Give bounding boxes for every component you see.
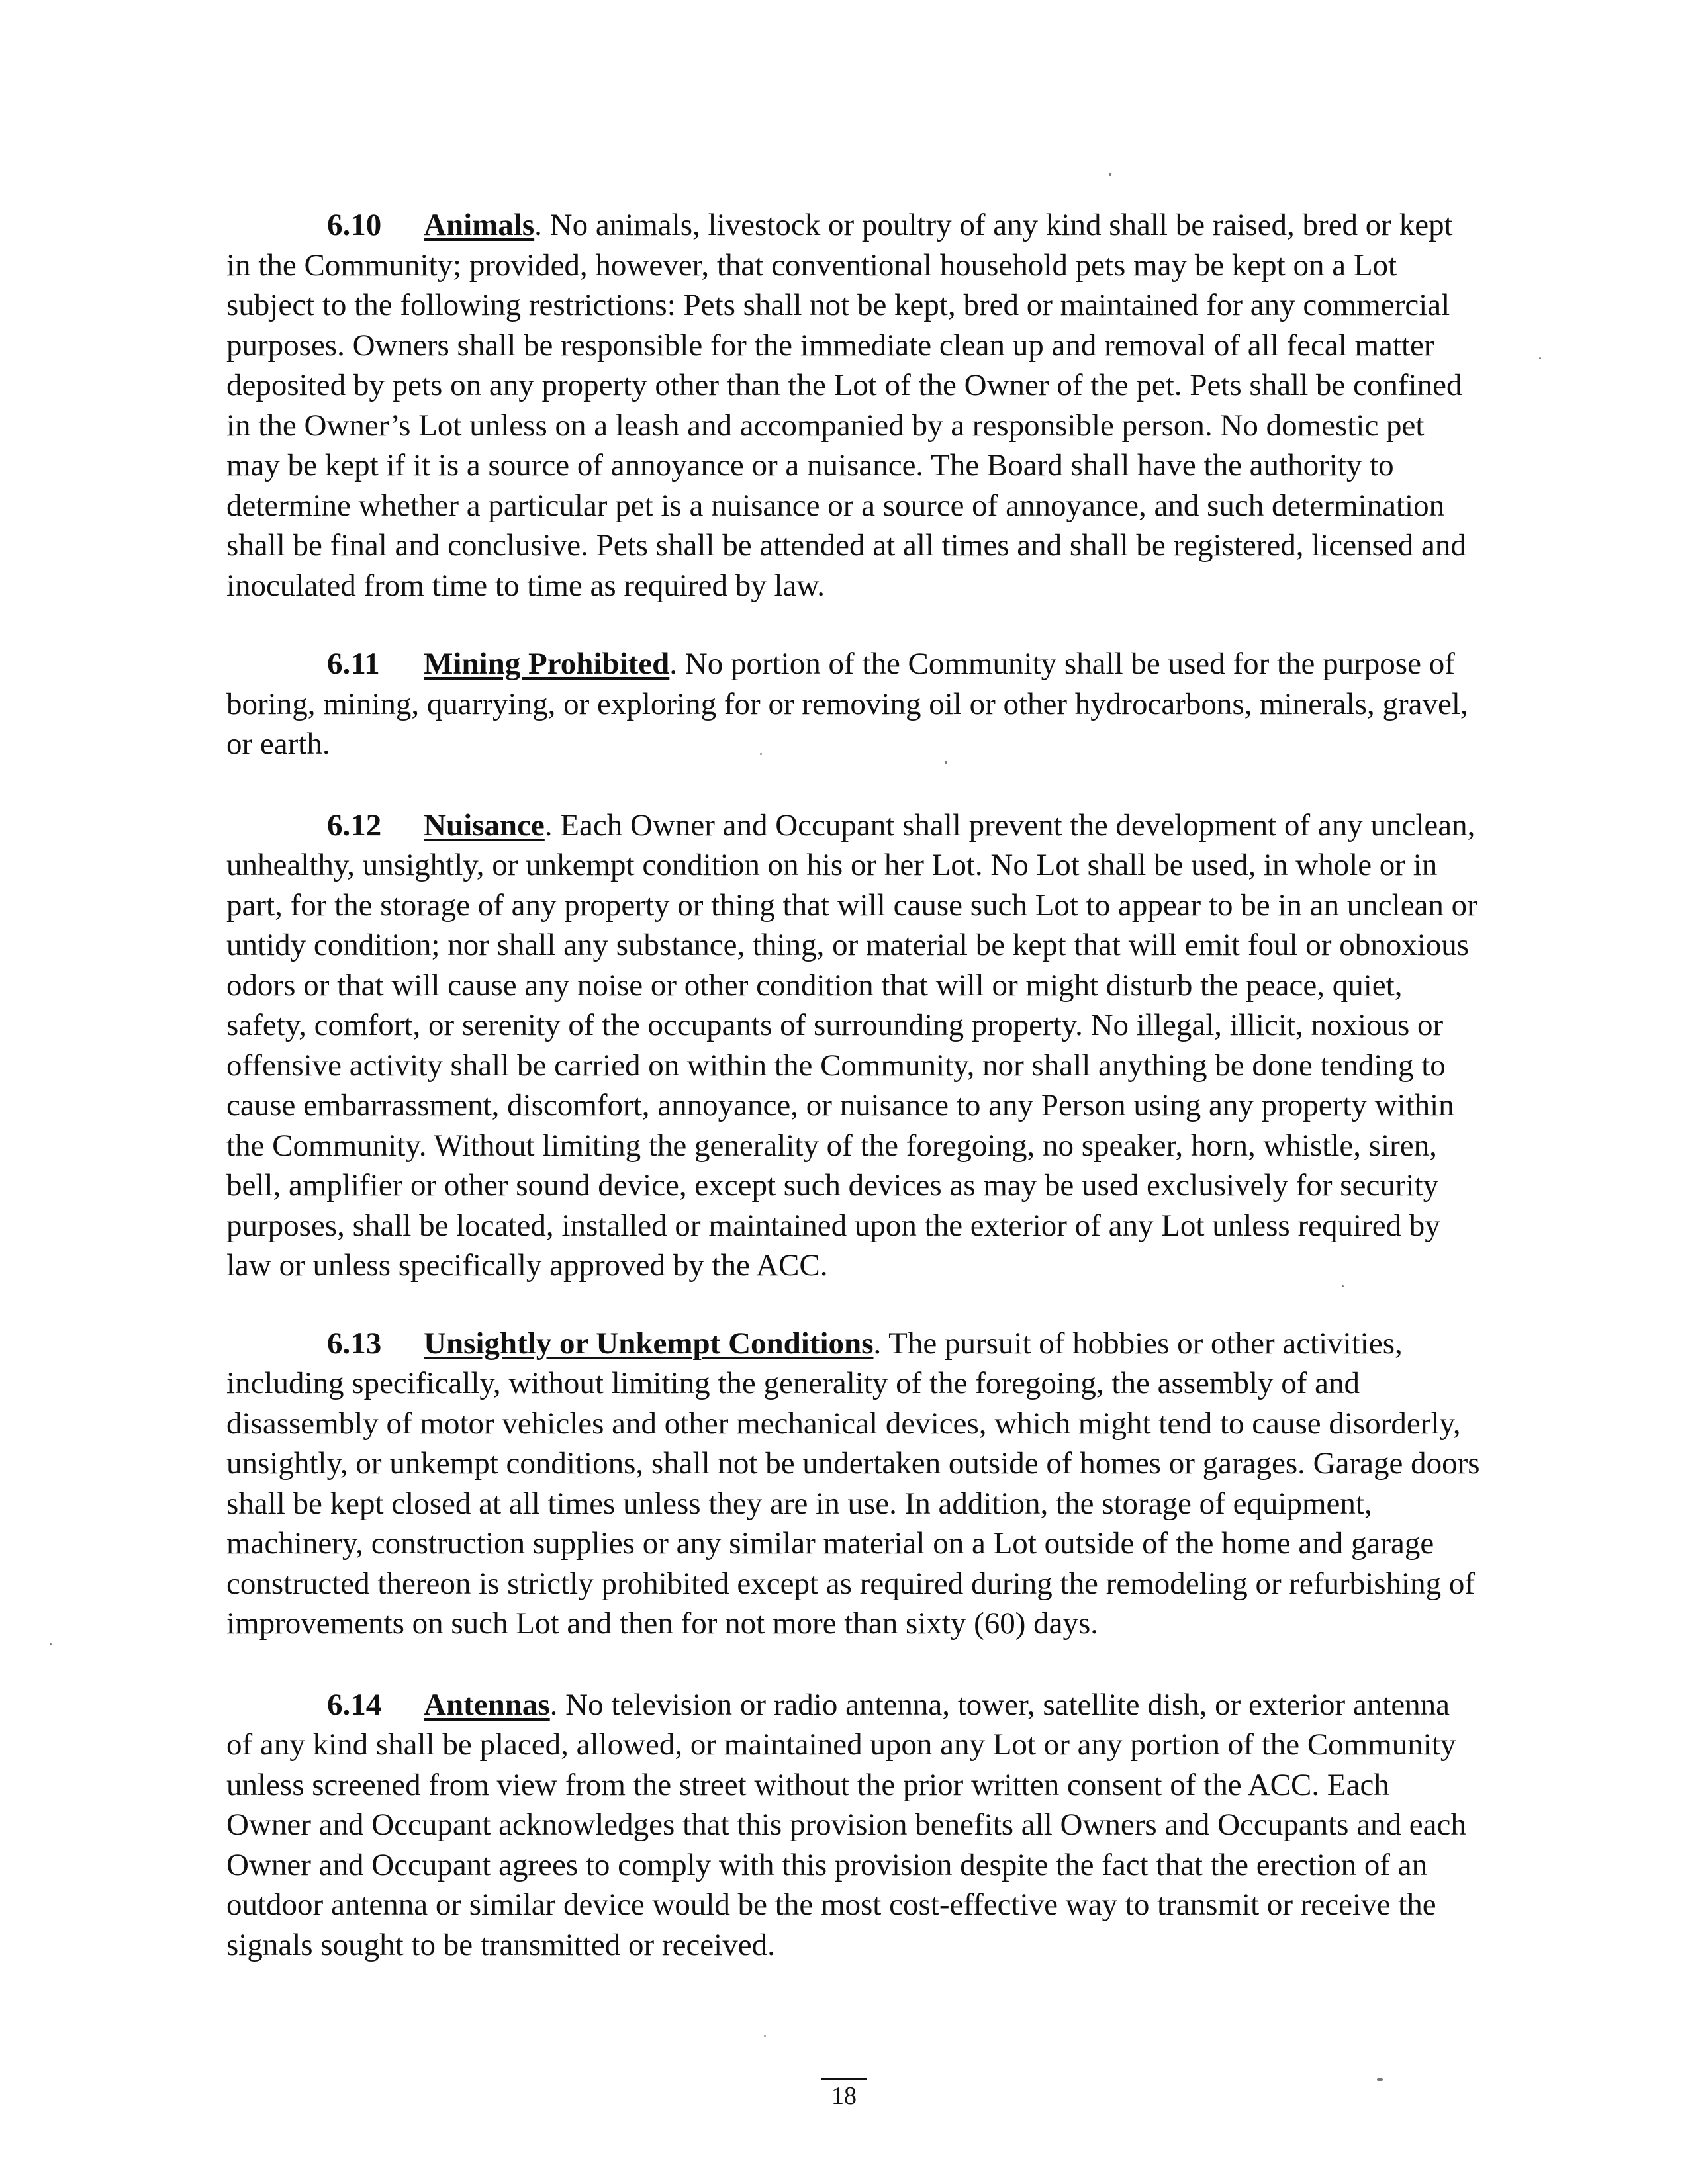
section-heading: Animals — [424, 208, 535, 242]
section-heading: Nuisance — [424, 807, 545, 842]
section-6-12 — [226, 805, 1481, 1286]
section-body: . No portion of the Community shall be used for the purpose of boring, mining, quarrying, or exploring for or removing oil or other hydrocarbons, minerals, gravel, or earth. — [226, 647, 1468, 761]
section-heading: Unsightly or Unkempt Conditions — [424, 1326, 874, 1361]
scan-speck — [1109, 173, 1111, 176]
scan-speck — [1539, 357, 1541, 359]
scan-speck — [764, 2035, 766, 2037]
section-body: . The pursuit of hobbies or other activities, including specifically, without limiting the generality of the foregoing, the assembly of and disassembly of motor vehicles and other mechanical devices, which might tend to cause disorderly, unsightly, or unkempt conditions, shall not be undertaken outside of homes or garages. Garage doors shall be kept closed at all times unless they are in use. In addition, the storage of equipment, machinery, construction supplies or any similar material on a Lot outside of the home and garage constructed thereon is strictly prohibited except as required during the remodeling or refurbishing of improvements on such Lot and then for not more than sixty (60) days. — [226, 1326, 1480, 1641]
scan-speck — [1342, 1285, 1344, 1287]
section-6-13 — [226, 1324, 1481, 1644]
section-heading: Mining Prohibited — [424, 647, 670, 681]
section-heading: Antennas — [424, 1687, 550, 1722]
section-body: . No television or radio antenna, tower, satellite dish, or exterior antenna of any kind shall be placed, allowed, or maintained upon any Lot or any portion of the Community unless screened from view from the street without the prior written consent of the ACC. Each Owner and Occupant acknowledges that this provision benefits all Owners and Occupants and each Owner and Occupant agrees to comply with this provision despite the fact that the erection of an outdoor antenna or similar device would be the most cost-effective way to transmit or receive the signals sought to be transmitted or received. — [226, 1687, 1466, 1962]
section-body: . No animals, livestock or poultry of any kind shall be raised, bred or kept in the Community; provided, however, that conventional household pets may be kept on a Lot subject to the following restrictions: Pets shall not be kept, bred or maintained for any commercial purposes. Owners shall be responsible for the immediate clean up and removal of all fecal matter deposited by pets on any property other than the Lot of the Owner of the pet. Pets shall be confined in the Owner’s Lot unless on a leash and accompanied by a responsible person. No domestic pet may be kept if it is a source of annoyance or a nuisance. The Board shall have the authority to determine whether a particular pet is a nuisance or a source of annoyance, and such determination shall be final and conclusive. Pets shall be attended at all times and shall be registered, licensed and inoculated from time to time as required by law. — [226, 208, 1466, 603]
scan-speck — [760, 753, 762, 755]
section-body: . Each Owner and Occupant shall prevent the development of any unclean, unhealthy, unsightly, or unkempt condition on his or her Lot. No Lot shall be used, in whole or in part, for the storage of any property or thing that will cause such Lot to appear to be in an unclean or untidy condition; nor shall any substance, thing, or material be kept that will emit foul or obnoxious odors or that will cause any noise or other condition that will or might disturb the peace, quiet, safety, comfort, or serenity of the occupants of surrounding property. No illegal, illicit, noxious or offensive activity shall be carried on within the Community, nor shall anything be done tending to cause embarrassment, discomfort, annoyance, or nuisance to any Person using any property within the Community. Without limiting the generality of the foregoing, no speaker, horn, whistle, siren, bell, amplifier or other sound device, except such devices as may be used exclusively for security purposes, shall be located, installed or maintained upon the exterior of any Lot unless required by law or unless specifically approved by the ACC. — [226, 807, 1477, 1283]
scan-speck — [1377, 2078, 1383, 2081]
document-body — [226, 205, 1481, 2003]
section-6-14 — [226, 1685, 1481, 1966]
scan-speck — [50, 1643, 52, 1645]
section-6-11 — [226, 644, 1481, 764]
section-number: 6.14 — [327, 1687, 382, 1722]
page-number: 18 — [821, 2078, 867, 2109]
section-number: 6.11 — [327, 647, 380, 681]
section-number: 6.10 — [327, 208, 382, 242]
scan-speck — [945, 761, 947, 764]
section-number: 6.13 — [327, 1326, 382, 1361]
section-6-10 — [226, 205, 1481, 606]
section-number: 6.12 — [327, 807, 382, 842]
